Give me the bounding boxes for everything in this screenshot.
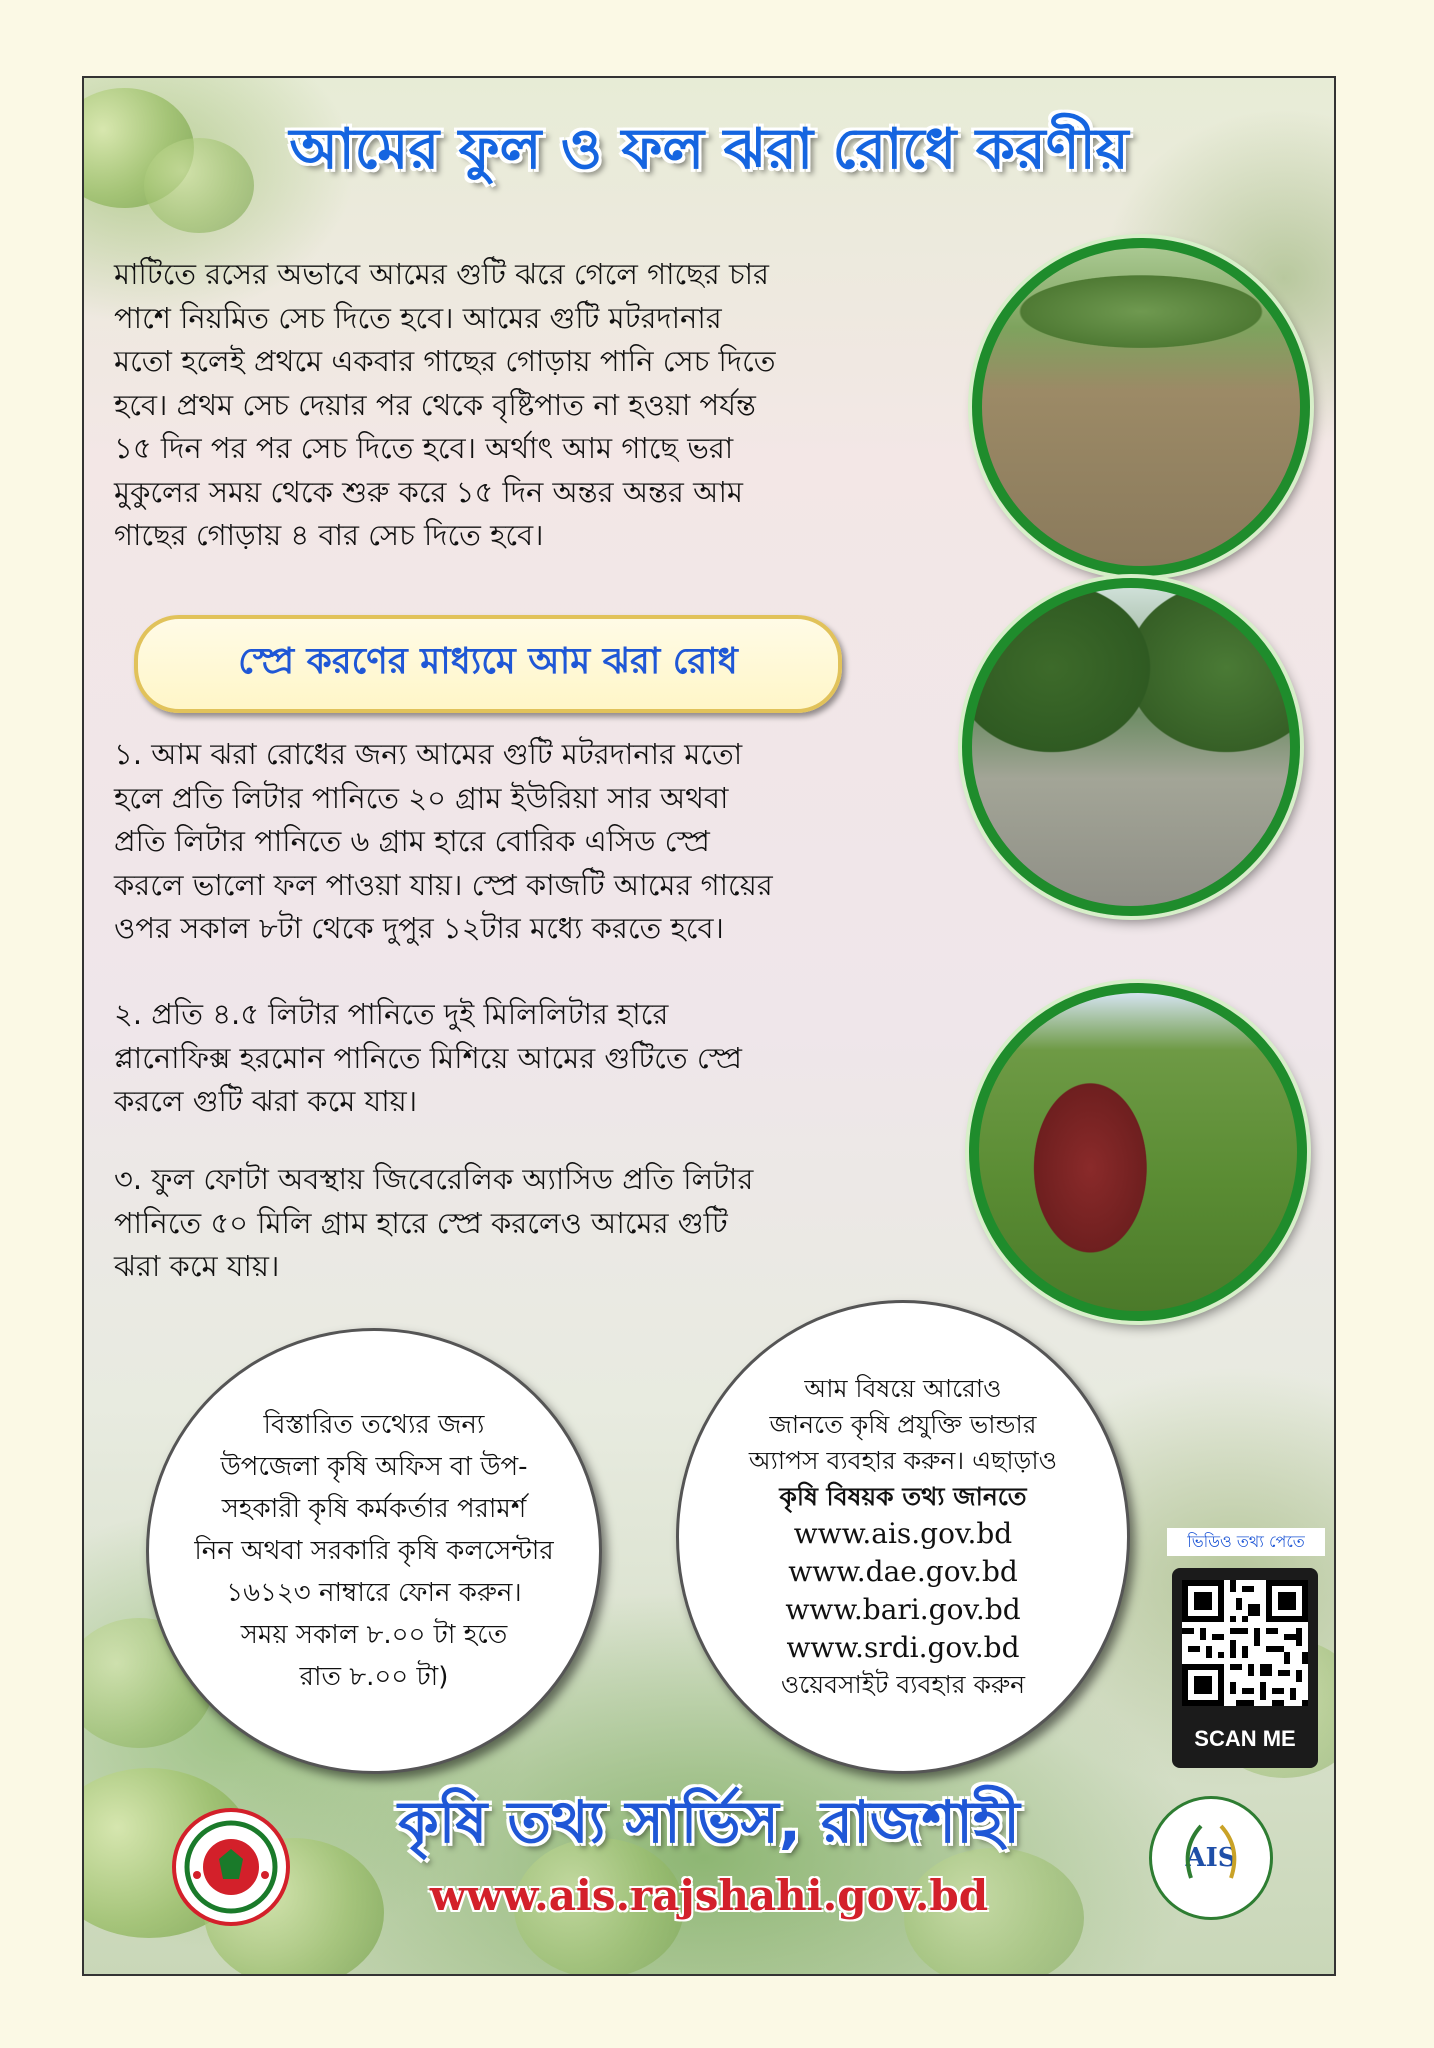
instruction-line: ওপর সকাল ৮টা থেকে দুপুর ১২টার মধ্যে করতে হবে। <box>114 911 724 945</box>
contact-line: সময় সকাল ৮.০০ টা হতে <box>240 1620 508 1650</box>
contact-line: রাত ৮.০০ টা) <box>299 1662 449 1692</box>
contact-line: সহকারী কৃষি কর্মকর্তার পরামর্শ <box>221 1494 527 1524</box>
websites-closing: ওয়েবসাইট ব্যবহার করুন <box>780 1670 1026 1699</box>
instruction-line: ৩. ফুল ফোটা অবস্থায় জিবেরেলিক অ্যাসিড প্রতি লিটার <box>114 1162 754 1196</box>
ais-logo-text: AIS <box>1185 1843 1237 1873</box>
instruction-item-2 <box>114 993 964 1124</box>
footer-website-link[interactable]: www.ais.rajshahi.gov.bd <box>429 1871 989 1920</box>
website-link[interactable]: www.dae.gov.bd <box>788 1555 1018 1588</box>
qr-label: ভিডিও তথ্য পেতে <box>1167 1528 1325 1556</box>
instruction-line: পানিতে ৫০ মিলি গ্রাম হারে স্প্রে করলেও আমের গুটি <box>114 1205 728 1240</box>
intro-paragraph <box>114 253 964 558</box>
website-link[interactable]: www.bari.gov.bd <box>785 1593 1021 1626</box>
qr-code-card[interactable] <box>1172 1568 1318 1768</box>
websites-bubble <box>676 1300 1130 1774</box>
instruction-line: হলে প্রতি লিটার পানিতে ২০ গ্রাম ইউরিয়া সার অথবা <box>114 780 729 815</box>
instruction-line: করলে ভালো ফল পাওয়া যায়। স্প্রে কাজটি আমের গায়ের <box>114 867 773 902</box>
websites-line: অ্যাপস ব্যবহার করুন। এছাড়াও <box>748 1446 1058 1475</box>
intro-line: মতো হলেই প্রথমে একবার গাছের গোড়ায় পানি সেচ দিতে <box>114 344 776 378</box>
farmer-in-field-photo <box>969 983 1307 1321</box>
contact-line: ১৬১২৩ নাম্বারে ফোন করুন। <box>226 1578 522 1608</box>
irrigated-mango-orchard-photo <box>972 238 1310 576</box>
contact-info-bubble <box>146 1328 602 1774</box>
spraying-mango-trees-photo <box>962 578 1300 916</box>
intro-line: মাটিতে রসের অভাবে আমের গুটি ঝরে গেলে গাছের চার <box>114 257 769 291</box>
instruction-item-1 <box>114 733 964 951</box>
footer-title: কৃষি তথ্য সার্ভিস, রাজশাহী <box>398 1788 1020 1856</box>
contact-line: উপজেলা কৃষি অফিস বা উপ- <box>220 1452 528 1482</box>
websites-heading: কৃষি বিষয়ক তথ্য জানতে <box>779 1482 1027 1511</box>
qr-code-icon[interactable] <box>1182 1580 1308 1706</box>
instruction-line: প্লানোফিক্স হরমোন পানিতে মিশিয়ে আমের গুটিতে স্প্রে <box>114 1040 742 1075</box>
section-subtitle: স্প্রে করণের মাধ্যমে আম ঝরা রোধ <box>134 615 842 713</box>
websites-line: জানতে কৃষি প্রযুক্তি ভান্ডার <box>769 1410 1037 1439</box>
websites-line: আম বিষয়ে আরোও <box>804 1374 1002 1403</box>
website-link[interactable]: www.srdi.gov.bd <box>786 1631 1020 1664</box>
poster-title: আমের ফুল ও ফল ঝরা রোধে করণীয় <box>289 117 1129 182</box>
contact-line: নিন অথবা সরকারি কৃষি কলসেন্টার <box>194 1536 554 1566</box>
contact-line: বিস্তারিত তথ্যের জন্য <box>263 1410 485 1440</box>
intro-line: মুকুলের সময় থেকে শুরু করে ১৫ দিন অন্তর অন্তর আম <box>114 474 744 509</box>
instruction-line: ঝরা কমে যায়। <box>114 1249 280 1283</box>
instruction-line: প্রতি লিটার পানিতে ৬ গ্রাম হারে বোরিক এসিড স্প্রে <box>114 824 710 858</box>
ais-logo-icon <box>1149 1796 1273 1920</box>
instruction-item-3 <box>114 1158 964 1289</box>
intro-line: গাছের গোড়ায় ৪ বার সেচ দিতে হবে। <box>114 518 544 552</box>
website-link[interactable]: www.ais.gov.bd <box>793 1517 1013 1550</box>
intro-line: ১৫ দিন পর পর সেচ দিতে হবে। অর্থাৎ আম গাছে ভরা <box>114 431 734 465</box>
poster <box>82 76 1336 1976</box>
instruction-line: ১. আম ঝরা রোধের জন্য আমের গুটি মটরদানার মতো <box>114 737 743 771</box>
instruction-line: ২. প্রতি ৪.৫ লিটার পানিতে দুই মিলিলিটার হারে <box>114 997 669 1031</box>
intro-line: পাশে নিয়মিত সেচ দিতে হবে। আমের গুটি মটরদানার <box>114 300 722 335</box>
instruction-line: করলে গুটি ঝরা কমে যায়। <box>114 1084 418 1118</box>
intro-line: হবে। প্রথম সেচ দেয়ার পর থেকে বৃষ্টিপাত না হওয়া পর্যন্ত <box>114 387 756 422</box>
scan-me-label: SCAN ME <box>1194 1726 1296 1751</box>
